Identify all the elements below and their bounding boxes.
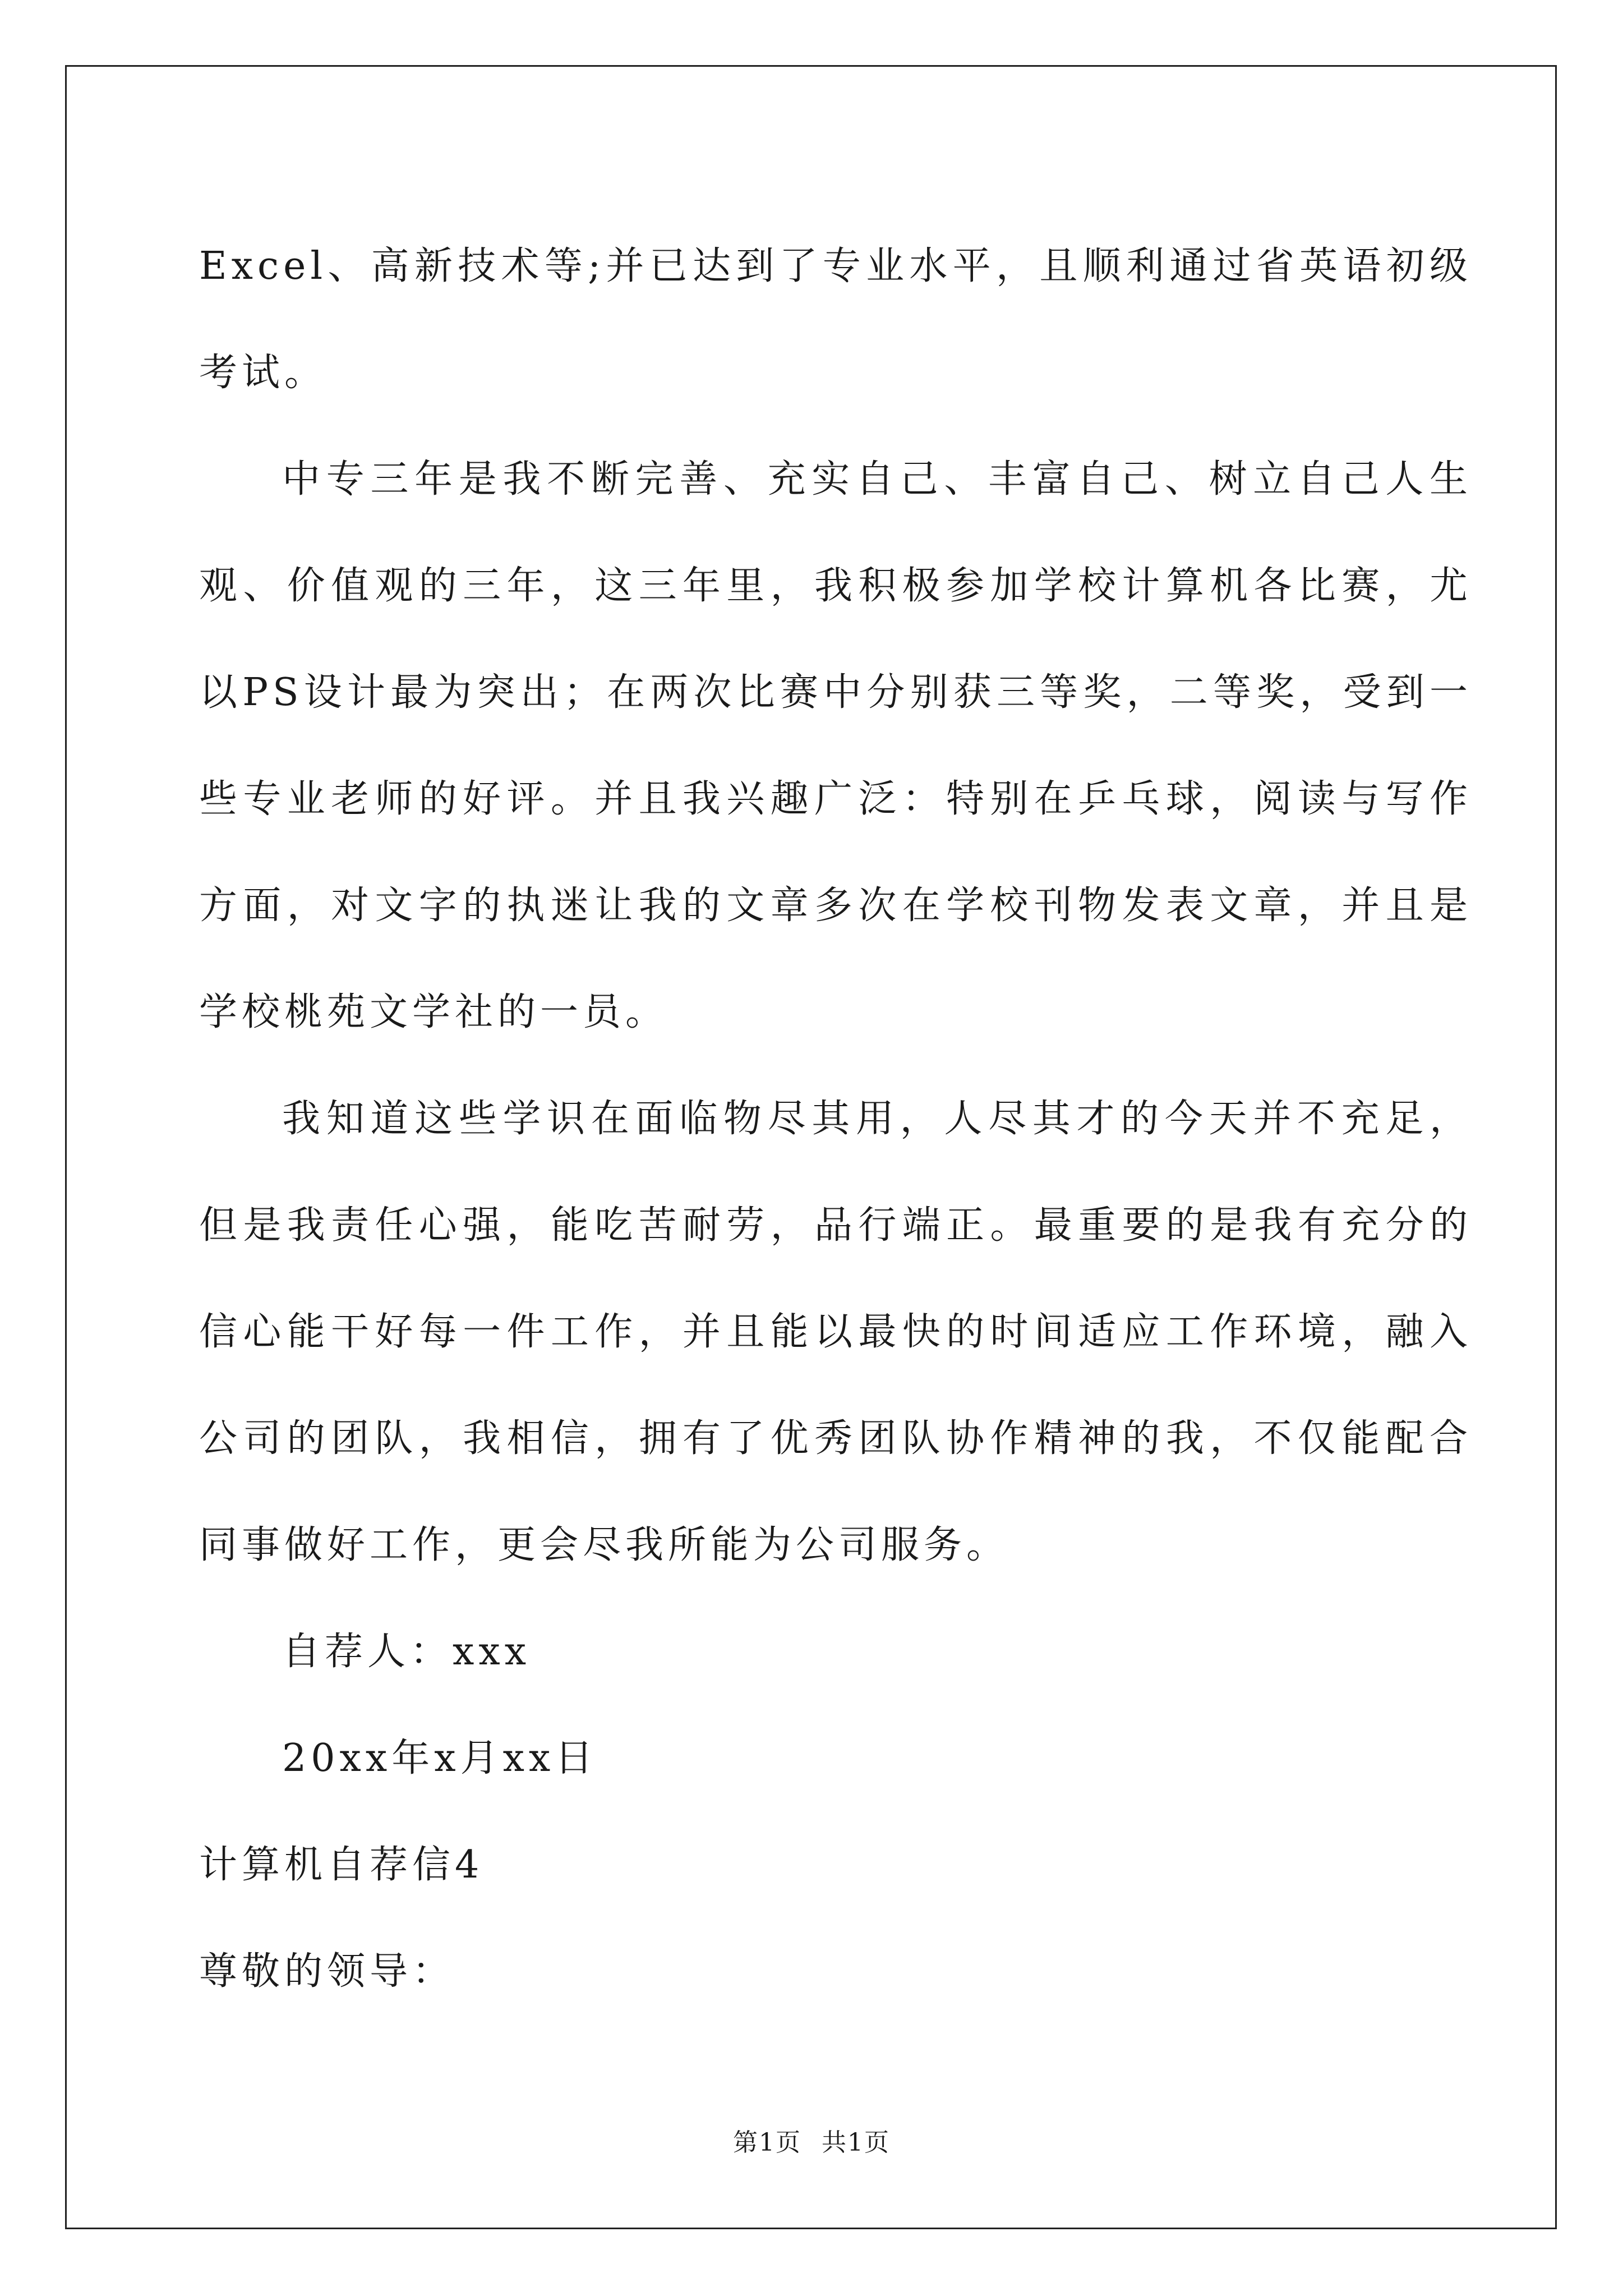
paragraph-1: Excel、高新技术等;并已达到了专业水平，且顺利通过省英语初级考试。 <box>199 244 1472 395</box>
page-number: 第1页 <box>733 2128 801 2157</box>
section-title: 计算机自荐信4 <box>199 1843 484 1887</box>
date-line: 20xx年x月xx日 <box>282 1736 598 1780</box>
signature-line: 自荐人：xxx <box>282 1630 531 1674</box>
page-total: 共1页 <box>822 2128 890 2157</box>
salutation: 尊敬的领导： <box>199 1949 455 1994</box>
paragraph-3: 我知道这些学识在面临物尽其用，人尽其才的今天并不充足，但是我责任心强，能吃苦耐劳，品行端正。最重要的是我有充分的信心能干好每一件工作，并且能以最快的时间适应工作环境，融入公司的团队，我相信，拥有了优秀团队协作精神的我，不仅能配合同事做好工作，更会尽我所能为公司服务。 <box>199 1097 1472 1567</box>
document-body <box>199 213 1472 2025</box>
paragraph-2: 中专三年是我不断完善、充实自己、丰富自己、树立自己人生观、价值观的三年，这三年里，我积极参加学校计算机各比赛，尤以PS设计最为突出；在两次比赛中分别获三等奖，二等奖，受到一些专业老师的好评。并且我兴趣广泛：特别在乒乓球，阅读与写作方面，对文字的执迷让我的文章多次在学校刊物发表文章，并且是学校桃苑文学社的一员。 <box>199 457 1472 1034</box>
page-footer <box>0 2126 1623 2160</box>
